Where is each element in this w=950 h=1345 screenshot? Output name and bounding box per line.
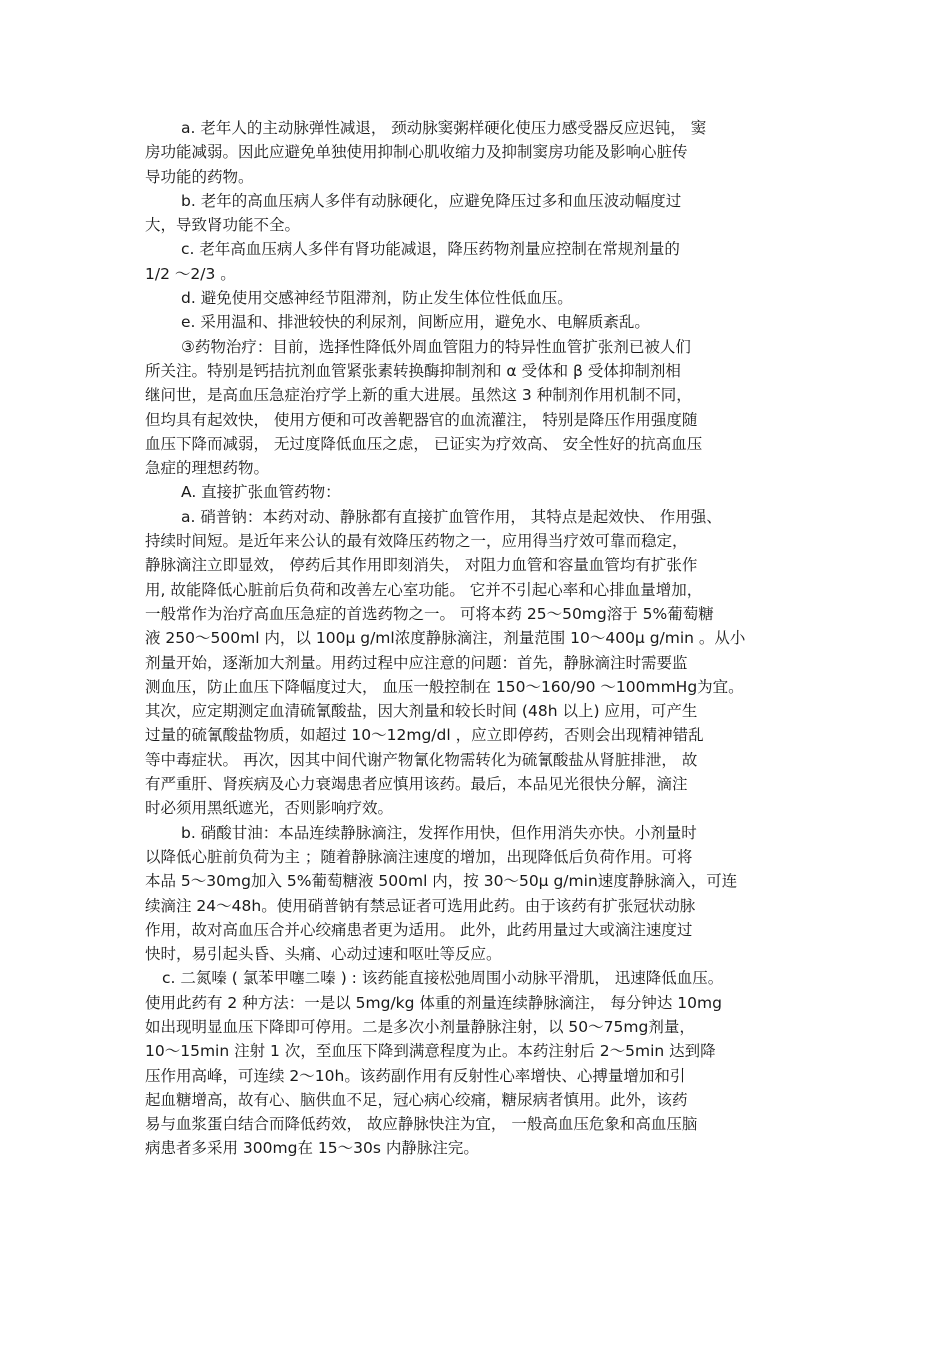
text-line: 持续时间短。是近年来公认的最有效降压药物之一，应用得当疗效可靠而稳定，	[145, 532, 688, 551]
text-line: 时必须用黑纸遮光，否则影响疗效。	[145, 799, 394, 818]
text-line: 如出现明显血压下降即可停用。二是多次小剂量静脉注射，以 50～75mg剂量，	[145, 1017, 695, 1036]
text-line: d. 避免使用交感神经节阻滞剂，防止发生体位性低血压。	[181, 289, 573, 308]
text-line: 急症的理想药物。	[145, 459, 270, 478]
text-line: 其次，应定期测定血清硫氰酸盐，因大剂量和较长时间 (48h 以上) 应用，可产生	[145, 702, 698, 721]
text-line: a. 硝普钠：本药对动、静脉都有直接扩血管作用， 其特点是起效快、 作用强、	[181, 507, 722, 526]
text-line: 静脉滴注立即显效， 停药后其作用即刻消失， 对阻力血管和容量血管均有扩张作	[145, 556, 698, 575]
text-line: 等中毒症状。 再次，因其中间代谢产物氰化物需转化为硫氰酸盐从肾脏排泄， 故	[145, 750, 698, 769]
text-line: b. 硝酸甘油：本品连续静脉滴注，发挥作用快，但作用消失亦快。小剂量时	[181, 823, 697, 842]
text-line: e. 采用温和、排泄较快的利尿剂，间断应用，避免水、电解质紊乱。	[181, 313, 650, 332]
text-line: 压作用高峰，可连续 2～10h。该药副作用有反射性心率增快、心搏量增加和引	[145, 1066, 686, 1085]
text-line: 10～15min 注射 1 次，至血压下降到满意程度为止。本药注射后 2～5min 达到降	[145, 1042, 716, 1061]
text-line: 剂量开始，逐渐加大剂量。用药过程中应注意的问题：首先，静脉滴注时需要监	[145, 653, 688, 672]
text-line: 液 250～500ml 内，以 100μ g/ml浓度静脉滴注，剂量范围 10～400μ g/min 。从小	[145, 629, 746, 648]
text-line: 大，导致肾功能不全。	[145, 216, 301, 235]
text-line: 导功能的药物。	[145, 167, 254, 186]
text-line: 病患者多采用 300mg在 15～30s 内静脉注完。	[145, 1139, 479, 1158]
text-line: A. 直接扩张血管药物：	[181, 483, 341, 502]
text-line: 作用，故对高血压合并心绞痛患者更为适用。 此外，此药用量过大或滴注速度过	[145, 920, 693, 939]
text-line: 本品 5～30mg加入 5%葡萄糖液 500ml 内，按 30～50μ g/min速度静脉滴入，可连	[145, 872, 738, 891]
text-line: 以降低心脏前负荷为主 ；随着静脉滴注速度的增加，出现降低后负荷作用。可将	[145, 847, 693, 866]
text-line: 测血压，防止血压下降幅度过大， 血压一般控制在 150～160/90 ～100mmHg为宜。	[145, 677, 744, 696]
text-line: c. 老年高血压病人多伴有肾功能减退，降压药物剂量应控制在常规剂量的	[181, 240, 680, 259]
text-line: 用, 故能降低心脏前后负荷和改善左心室功能。 它并不引起心率和心排血量增加，	[145, 580, 703, 599]
text-line: a. 老年人的主动脉弹性减退， 颈动脉窦粥样硬化使压力感受器反应迟钝， 窦	[181, 119, 707, 137]
text-line: c. 二氮嗪 ( 氯苯甲噻二嗪 ) : 该药能直接松弛周围小动脉平滑肌， 迅速降低血压。	[162, 969, 724, 988]
text-line: 1/2 ～2/3 。	[145, 264, 236, 283]
text-line: 起血糖增高，故有心、脑供血不足，冠心病心绞痛，糖尿病者慎用。此外，该药	[145, 1090, 688, 1109]
text-line: 房功能减弱。因此应避免单独使用抑制心肌收缩力及抑制窦房功能及影响心脏传	[145, 143, 688, 162]
text-line: 续滴注 24～48h。使用硝普钠有禁忌证者可选用此药。由于该药有扩张冠状动脉	[145, 896, 696, 915]
text-line: 有严重肝、肾疾病及心力衰竭患者应慎用该药。最后，本品见光很快分解，滴注	[145, 775, 688, 794]
text-line: 快时，易引起头昏、头痛、心动过速和呕吐等反应。	[145, 945, 502, 964]
text-line: 一般常作为治疗高血压急症的首选药物之一。 可将本药 25～50mg溶于 5%葡萄糖	[145, 604, 714, 623]
text-line: 继问世，是高血压急症治疗学上新的重大进展。虽然这 3 种制剂作用机制不同，	[145, 386, 692, 405]
text-line: 使用此药有 2 种方法：一是以 5mg/kg 体重的剂量连续静脉滴注， 每分钟达 10mg	[145, 993, 722, 1012]
text-line: 易与血浆蛋白结合而降低药效， 故应静脉快注为宜， 一般高血压危象和高血压脑	[145, 1115, 698, 1134]
text-line: b. 老年的高血压病人多伴有动脉硬化，应避免降压过多和血压波动幅度过	[181, 191, 682, 210]
text-line: 所关注。特别是钙拮抗剂血管紧张素转换酶抑制剂和 α 受体和 β 受体抑制剂相	[145, 361, 681, 380]
text-line: 但均具有起效快， 使用方便和可改善靶器官的血流灌注， 特别是降压作用强度随	[145, 410, 698, 429]
body-text	[145, 116, 817, 1161]
text-line: ③药物治疗：目前，选择性降低外周血管阻力的特异性血管扩张剂已被人们	[181, 337, 691, 356]
text-line: 过量的硫氰酸盐物质，如超过 10～12mg/dl ，应立即停药，否则会出现精神错乱	[145, 726, 704, 745]
text-line: 血压下降而减弱， 无过度降低血压之虑， 已证实为疗效高、 安全性好的抗高血压	[145, 434, 703, 453]
